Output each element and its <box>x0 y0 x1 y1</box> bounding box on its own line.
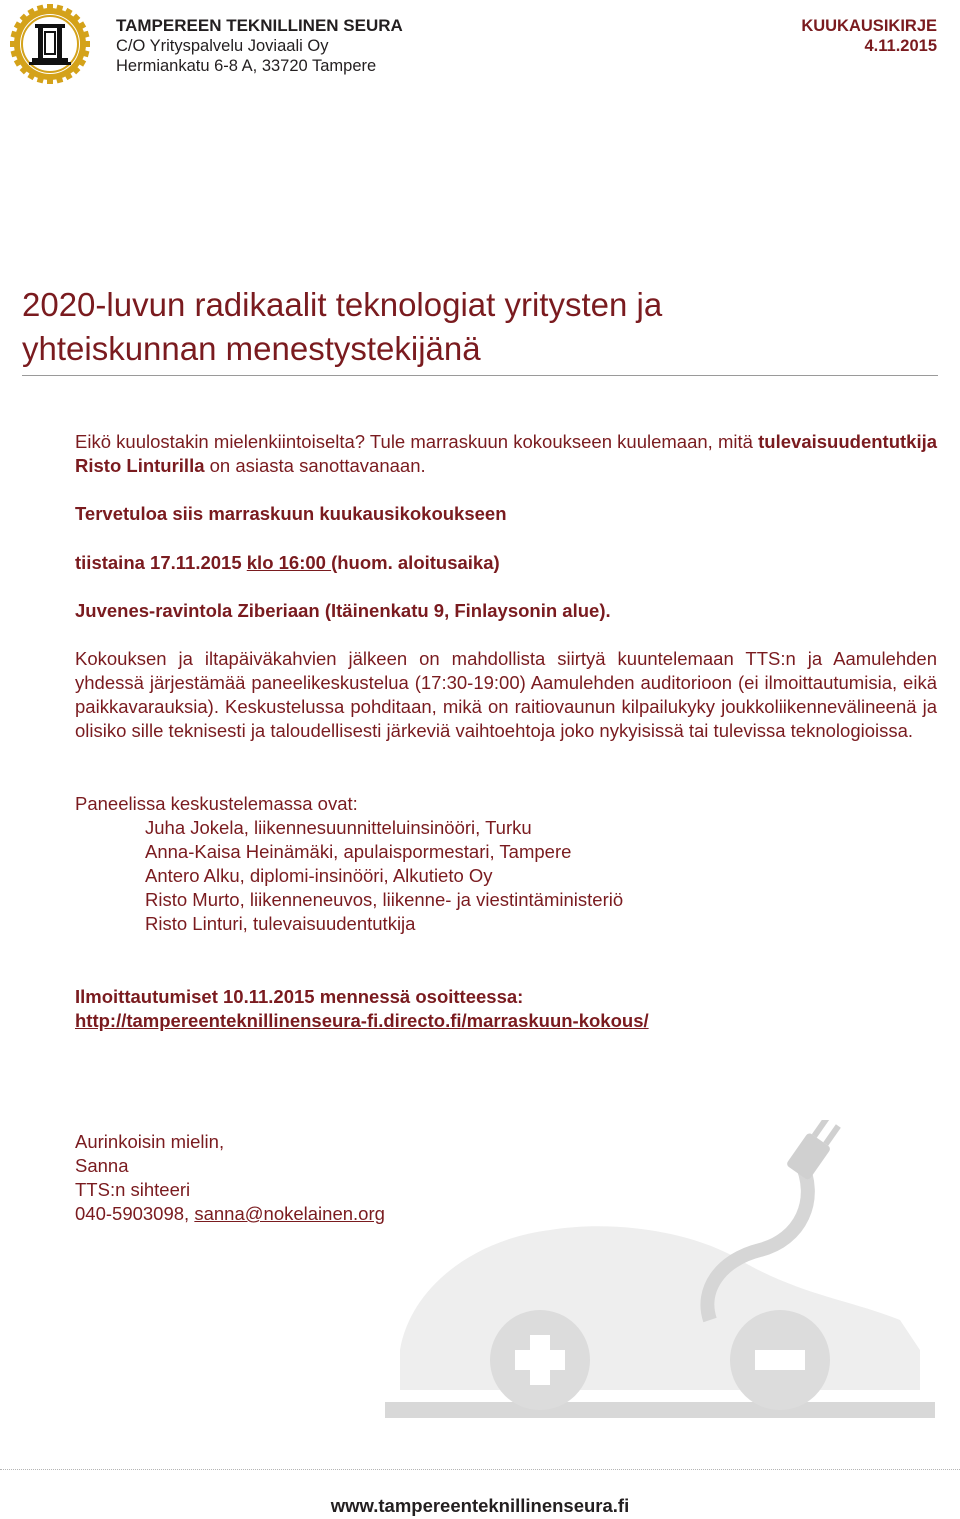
page-title <box>22 283 922 371</box>
list-item: Juha Jokela, liikennesuunnitteluinsinööri, Turku <box>145 817 532 838</box>
address-line-2: Hermiankatu 6-8 A, 33720 Tampere <box>116 57 377 75</box>
org-name: TAMPEREEN TEKNILLINEN SEURA <box>116 16 403 35</box>
document-type: KUUKAUSIKIRJE <box>801 17 937 35</box>
list-item: Risto Murto, liikenneneuvos, liikenne- ja viestintäministeriö <box>145 889 624 910</box>
intro-paragraph <box>75 430 937 478</box>
intro-speaker: tulevaisuudentutkija Risto Linturilla <box>75 431 938 476</box>
contact-phone: 040-5903098, <box>75 1203 195 1224</box>
title-line-2: yhteiskunnan menestystekijänä <box>22 330 481 367</box>
event-time-note: (huom. aloitusaika) <box>331 552 500 573</box>
tts-logo <box>10 4 90 84</box>
intro-text: Eikö kuulostakin mielenkiintoiselta? Tule marraskuun kokoukseen kuulemaan, mitä <box>75 431 753 452</box>
closing-line: Aurinkoisin mielin, <box>75 1131 225 1152</box>
list-item: Risto Linturi, tulevaisuudentutkija <box>145 913 416 934</box>
list-item: Anna-Kaisa Heinämäki, apulaispormestari, Tampere <box>145 841 572 862</box>
signature-role: TTS:n sihteeri <box>75 1179 191 1200</box>
registration-link[interactable]: http://tampereenteknillinenseura-fi.directo.fi/marraskuun-kokous/ <box>75 1010 649 1031</box>
document-info <box>801 16 937 56</box>
list-item: Antero Alku, diplomi-insinööri, Alkutieto Oy <box>145 865 493 886</box>
intro-text-end: on asiasta sanottavanaan. <box>204 455 426 476</box>
title-divider <box>22 375 938 376</box>
event-date: tiistaina 17.11.2015 <box>75 552 247 573</box>
panel-members <box>145 816 623 936</box>
panel-heading: Paneelissa keskustelemassa ovat: <box>75 793 358 814</box>
footer-website[interactable]: www.tampereenteknillinenseura.fi <box>330 1495 630 1516</box>
footer-divider <box>0 1469 960 1470</box>
panel-description: Kokouksen ja iltapäiväkahvien jälkeen on mahdollista siirtyä kuuntelemaan TTS:n ja Aamulehden yhdessä järjestämää paneelikeskustelua (17:30-19:00) Aamulehden auditorioon (ei ilmoittautumisia, eikä paikkavarauksia). Keskustelussa pohditaan, mikä on raitiovaunun kilpailukyky joukkoliikennevälineenä ja olisiko sille teknisesti ja taloudellisesti järkeviä vaihtoehtoja joko nykyisissä tai tulevissa teknologioissa. <box>75 648 937 741</box>
event-time: klo 16:00 <box>246 552 332 573</box>
contact-line <box>75 1202 937 1226</box>
welcome-line: Tervetuloa siis marraskuun kuukausikokoukseen <box>75 503 507 524</box>
venue-line: Juvenes-ravintola Ziberiaan (Itäinenkatu 9, Finlaysonin alue). <box>75 600 611 621</box>
registration-heading: Ilmoittautumiset 10.11.2015 mennessä osoitteessa: <box>75 986 524 1007</box>
signature-block <box>75 1130 937 1226</box>
title-line-1: 2020-luvun radikaalit teknologiat yritysten ja <box>22 286 663 323</box>
document-date: 4.11.2015 <box>864 37 937 55</box>
signature-name: Sanna <box>75 1155 129 1176</box>
letterhead <box>116 16 403 76</box>
event-time-line <box>75 551 937 575</box>
address-line-1: C/O Yrityspalvelu Joviaali Oy <box>116 37 329 55</box>
contact-email-link[interactable]: sanna@nokelainen.org <box>194 1203 385 1224</box>
